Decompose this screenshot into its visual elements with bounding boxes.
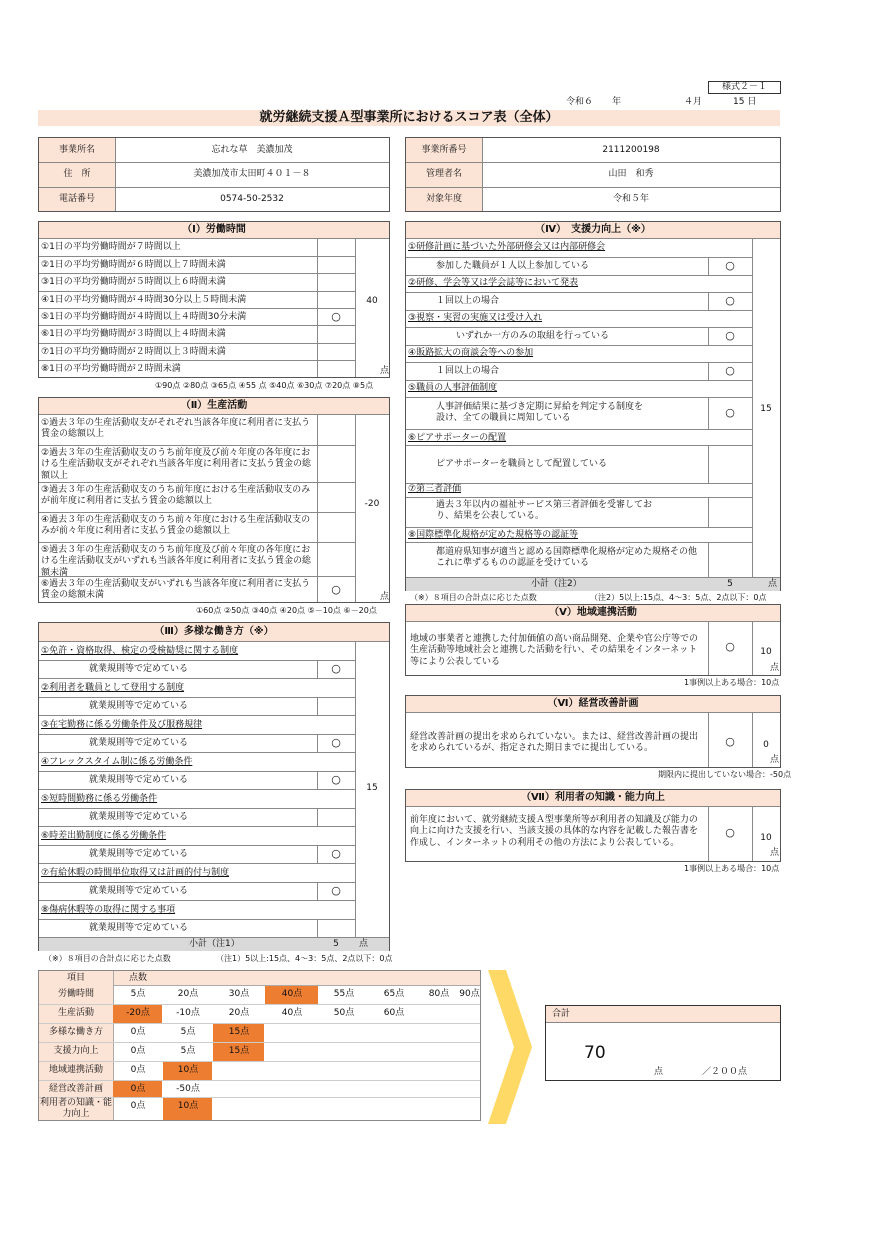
- s4-item: 人事評価結果に基づき定期に昇給を判定する制度を設け、全ての職員に周知している: [436, 402, 644, 424]
- target-year-label: 対象年度: [425, 194, 462, 204]
- s3-note-right: （注1）5以上:15点、4～3：5点、2点以下：0点: [216, 954, 393, 963]
- total-max: ／２００点: [702, 1067, 748, 1077]
- score-cell: 20点: [228, 1008, 250, 1018]
- section4-title: （Ⅳ） 支援力向上（※）: [406, 222, 780, 239]
- s4-heading: ⑤職員の人事評価制度: [408, 383, 498, 393]
- arrow-right-icon: [486, 968, 536, 1126]
- s2-row: ⑥過去３年の生産活動収支がいずれも当該各年度に利用者に支払う賃金の総額未満: [41, 579, 311, 601]
- s2-row: ③過去３年の生産活動収支のうち前年度における生産活動収支のみが前年度に利用者に支払う賃金の総額以上: [41, 485, 311, 507]
- section3-title: （Ⅲ）多様な働き方（※）: [39, 623, 389, 642]
- score-summary-table: [38, 970, 481, 1121]
- s4-score: 15: [760, 404, 772, 414]
- s6-text: 経営改善計画の提出を求められていない。または、経営改善計画の提出を求められているが、指定された期日までに提出している。: [410, 732, 699, 754]
- s7-text: 前年度において、就労継続支援Ａ型事業所等が利用者の知識及び能力の向上に向けた支援を行い、当該支援の具体的な内容を記載した報告書を作成し、インターネットの利用その他の方法により公表している。: [410, 815, 699, 848]
- section1-title: （Ⅰ）労働時間: [39, 222, 389, 239]
- s1-mark: ○: [331, 310, 341, 323]
- s1-row: ②1日の平均労働時間が６時間以上７時間未満: [41, 260, 226, 270]
- section7-title: （Ⅶ）利用者の知識・能力向上: [406, 790, 780, 807]
- s5-score: 10: [760, 647, 772, 657]
- s4-item: １回以上の場合: [436, 366, 500, 376]
- s3-mark: ○: [331, 773, 341, 786]
- score-cell: -50点: [176, 1084, 200, 1094]
- score-cell: 5点: [180, 1046, 196, 1056]
- score-cell: 90点: [459, 989, 480, 999]
- s5-mark: ○: [725, 640, 735, 653]
- s3-score: 15: [366, 783, 378, 793]
- s3-note-left: （※）８項目の合計点に応じた点数: [44, 954, 171, 963]
- date-month: ４月: [684, 97, 703, 107]
- s4-unit: 点: [768, 579, 778, 589]
- section6-title: （Ⅵ）経営改善計画: [406, 696, 780, 713]
- s3-heading: ⑧傷病休暇等の取得に関する事項: [41, 905, 176, 915]
- target-year-value: 令和５年: [612, 194, 649, 204]
- s4-item: ピアサポーターを職員として配置している: [436, 459, 608, 469]
- page-title: 就労継続支援Ａ型事業所におけるスコア表（全体）: [38, 110, 780, 126]
- s7-note: 1事例以上ある場合：10点: [684, 864, 780, 873]
- manager-value: 山田 和秀: [608, 169, 654, 179]
- s4-mark: ○: [725, 329, 735, 342]
- form-number: 様式２－１: [708, 81, 781, 94]
- score-table-header-points: 点数: [129, 973, 148, 983]
- s3-subtotal-label: 小計（注1）: [189, 939, 240, 949]
- s3-heading: ③在宅勤務に係る労働条件及び服務規律: [41, 720, 203, 730]
- s4-mark: ○: [725, 364, 735, 377]
- s5-note: 1事例以上ある場合：10点: [684, 678, 780, 687]
- s1-row: ④1日の平均労働時間が４時間30分以上５時間未満: [41, 295, 247, 305]
- address-value: 美濃加茂市太田町４０１－８: [193, 169, 311, 179]
- section-user-skills: [405, 789, 781, 862]
- s6-score: 0: [763, 740, 769, 750]
- s4-heading: ①研修計画に基づいた外部研修会又は内部研修会: [408, 242, 606, 252]
- score-cell: 40点: [281, 989, 303, 999]
- phone-label: 電話番号: [58, 194, 95, 204]
- s2-note: ①60点 ②50点 ③40点 ④20点 ⑤－10点 ⑥－20点: [196, 606, 377, 615]
- office-number-value: 2111200198: [602, 145, 660, 155]
- score-cell: 20点: [177, 989, 199, 999]
- section-support-improvement: [405, 221, 781, 591]
- section-work-styles: [38, 622, 390, 951]
- s3-item: 就業規則等で定めている: [89, 923, 189, 933]
- score-cell: 0点: [130, 1027, 146, 1037]
- s4-mark: ○: [725, 406, 735, 419]
- s3-mark: ○: [331, 847, 341, 860]
- s3-item: 就業規則等で定めている: [89, 812, 189, 822]
- score-cell: 60点: [383, 1008, 405, 1018]
- date-year-label: 年: [612, 97, 622, 107]
- s3-subtotal: 5: [333, 939, 339, 949]
- score-row-label: 利用者の知識・能力向上: [39, 1098, 112, 1120]
- s1-row: ⑤1日の平均労働時間が４時間以上４時間30分未満: [41, 312, 247, 322]
- manager-label: 管理者名: [425, 169, 462, 179]
- section-working-hours: [38, 221, 390, 378]
- s4-item: 都道府県知事が適当と認める国際標準化規格が定めた規格その他これに準ずるものの認証を受けている: [436, 547, 698, 569]
- s4-item: １回以上の場合: [436, 296, 500, 306]
- s3-heading: ①免許・資格取得、検定の受検勧奨に関する制度: [41, 646, 239, 656]
- s3-item: 就業規則等で定めている: [89, 664, 189, 674]
- score-cell: 0点: [130, 1046, 146, 1056]
- s4-heading: ⑥ピアサポーターの配置: [408, 433, 507, 443]
- s4-item: 過去３年以内の福祉サービス第三者評価を受審しており、結果を公表している。: [436, 500, 653, 522]
- s3-unit: 点: [359, 939, 369, 949]
- s4-mark: ○: [725, 259, 735, 272]
- s4-subtotal: 5: [727, 579, 733, 589]
- score-cell: 65点: [383, 989, 405, 999]
- s1-row: ①1日の平均労働時間が７時間以上: [41, 242, 181, 252]
- s7-mark: ○: [725, 826, 735, 839]
- s3-heading: ②利用者を職員として登用する制度: [41, 683, 185, 693]
- score-row-label: 生産活動: [57, 1008, 94, 1018]
- s3-item: 就業規則等で定めている: [89, 849, 189, 859]
- phone-value: 0574-50-2532: [220, 194, 284, 204]
- section5-title: （Ⅴ）地域連携活動: [406, 605, 780, 622]
- s3-mark: ○: [331, 736, 341, 749]
- total-unit: 点: [654, 1067, 664, 1077]
- s1-row: ⑧1日の平均労働時間が２時間未満: [41, 364, 181, 374]
- score-cell: 55点: [333, 989, 355, 999]
- s4-note-right: （注2）5以上:15点、4～3：5点、2点以下：0点: [590, 593, 767, 602]
- s2-row: ④過去３年の生産活動収支のうち前々年度における生産活動収支のみが前々年度に利用者に支払う賃金の総額以上: [41, 515, 311, 537]
- office-number-label: 事業所番号: [421, 145, 467, 155]
- score-cell: 80点: [428, 989, 450, 999]
- s4-heading: ②研修、学会等又は学会誌等において発表: [408, 278, 579, 288]
- score-cell: 15点: [228, 1046, 250, 1056]
- total-label: 合計: [552, 1009, 571, 1019]
- office-name-label: 事業所名: [58, 145, 95, 155]
- score-row-label: 多様な働き方: [48, 1027, 103, 1037]
- info-left-table: [38, 137, 390, 212]
- s6-mark: ○: [725, 735, 735, 748]
- score-cell: 30点: [228, 989, 250, 999]
- s6-unit: 点: [770, 755, 780, 765]
- s7-unit: 点: [770, 848, 780, 858]
- s3-heading: ⑤短時間勤務に係る労働条件: [41, 794, 158, 804]
- score-cell: 5点: [130, 989, 146, 999]
- section-production: [38, 397, 390, 603]
- total-box: [545, 1005, 781, 1081]
- s2-row: ②過去３年の生産活動収支のうち前年度及び前々年度の各年度における生産活動収支がそれぞれ当該各年度に利用者に支払う賃金の総額以上: [41, 448, 312, 481]
- s1-row: ⑦1日の平均労働時間が２時間以上３時間未満: [41, 347, 226, 357]
- score-cell: 0点: [130, 1101, 146, 1111]
- section-community: [405, 604, 781, 676]
- s2-row: ⑤過去３年の生産活動収支のうち前年度及び前々年度の各年度における生産活動収支がいずれも当該各年度に利用者に支払う賃金の総額未満: [41, 545, 312, 578]
- s4-item: いずれか一方のみの取組を行っている: [456, 331, 610, 341]
- s2-mark: ○: [331, 583, 341, 596]
- s3-item: 就業規則等で定めている: [89, 775, 189, 785]
- score-cell: 10点: [177, 1101, 199, 1111]
- s4-heading: ⑦第三者評価: [408, 484, 462, 494]
- info-right-table: [405, 137, 781, 212]
- score-cell: 50点: [333, 1008, 355, 1018]
- s1-note: ①90点 ②80点 ③65点 ④55 点 ⑤40点 ⑥30点 ⑦20点 ⑧5点: [155, 381, 374, 390]
- s3-heading: ④フレックスタイム制に係る労働条件: [41, 757, 193, 767]
- s3-item: 就業規則等で定めている: [89, 738, 189, 748]
- s3-item: 就業規則等で定めている: [89, 886, 189, 896]
- s4-heading: ③視察・実習の実施又は受け入れ: [408, 313, 543, 323]
- section-management-plan: [405, 695, 781, 768]
- s4-subtotal-label: 小計（注2）: [531, 579, 582, 589]
- s7-score: 10: [760, 833, 772, 843]
- s2-unit: 点: [380, 592, 390, 602]
- s4-heading: ⑧国際標準化規格が定めた規格等の認証等: [408, 530, 579, 540]
- s1-row: ⑥1日の平均労働時間が３時間以上４時間未満: [41, 329, 226, 339]
- s4-note-left: （※）８項目の合計点に応じた点数: [410, 593, 537, 602]
- s1-row: ③1日の平均労働時間が５時間以上６時間未満: [41, 277, 226, 287]
- s3-item: 就業規則等で定めている: [89, 701, 189, 711]
- s3-mark: ○: [331, 662, 341, 675]
- s5-unit: 点: [770, 663, 780, 673]
- s2-score: -20: [364, 499, 380, 509]
- score-cell: 0点: [130, 1065, 146, 1075]
- s3-mark: ○: [331, 884, 341, 897]
- score-cell: 15点: [228, 1027, 250, 1037]
- score-row-label: 経営改善計画: [48, 1084, 103, 1094]
- s3-heading: ⑦有給休暇の時間単位取得又は計画的付与制度: [41, 868, 230, 878]
- score-cell: 10点: [177, 1065, 199, 1075]
- s2-row: ①過去３年の生産活動収支がそれぞれ当該各年度に利用者に支払う賃金の総額以上: [41, 418, 311, 440]
- s4-item: 参加した職員が１人以上参加している: [436, 261, 590, 271]
- s1-unit: 点: [380, 366, 390, 376]
- score-cell: 40点: [281, 1008, 303, 1018]
- section2-title: （Ⅱ）生産活動: [39, 398, 389, 415]
- office-name-value: 忘れな草 美濃加茂: [211, 145, 293, 155]
- score-row-label: 地域連携活動: [48, 1065, 103, 1075]
- score-row-label: 支援力向上: [53, 1046, 99, 1056]
- score-cell: -20点: [126, 1008, 150, 1018]
- score-table-header-item: 項目: [66, 973, 85, 983]
- score-row-label: 労働時間: [57, 989, 94, 999]
- date-day: 15 日: [733, 97, 757, 107]
- s5-text: 地域の事業者と連携した付加価値の高い商品開発、企業や官公庁等での生産活動等地域社会と連携した活動を行い、その結果をインターネット等により公表している: [410, 634, 699, 667]
- address-label: 住 所: [63, 169, 91, 179]
- date-era: 令和６: [566, 97, 594, 107]
- s4-mark: ○: [725, 294, 735, 307]
- score-cell: 5点: [180, 1027, 196, 1037]
- s4-heading: ④販路拡大の商談会等への参加: [408, 348, 534, 358]
- s3-heading: ⑥時差出勤制度に係る労働条件: [41, 831, 167, 841]
- s6-note: 期限内に提出していない場合：-50点: [658, 770, 792, 779]
- s1-score: 40: [366, 296, 378, 306]
- total-value: 70: [584, 1043, 606, 1063]
- score-cell: 0点: [130, 1084, 146, 1094]
- score-cell: -10点: [176, 1008, 200, 1018]
